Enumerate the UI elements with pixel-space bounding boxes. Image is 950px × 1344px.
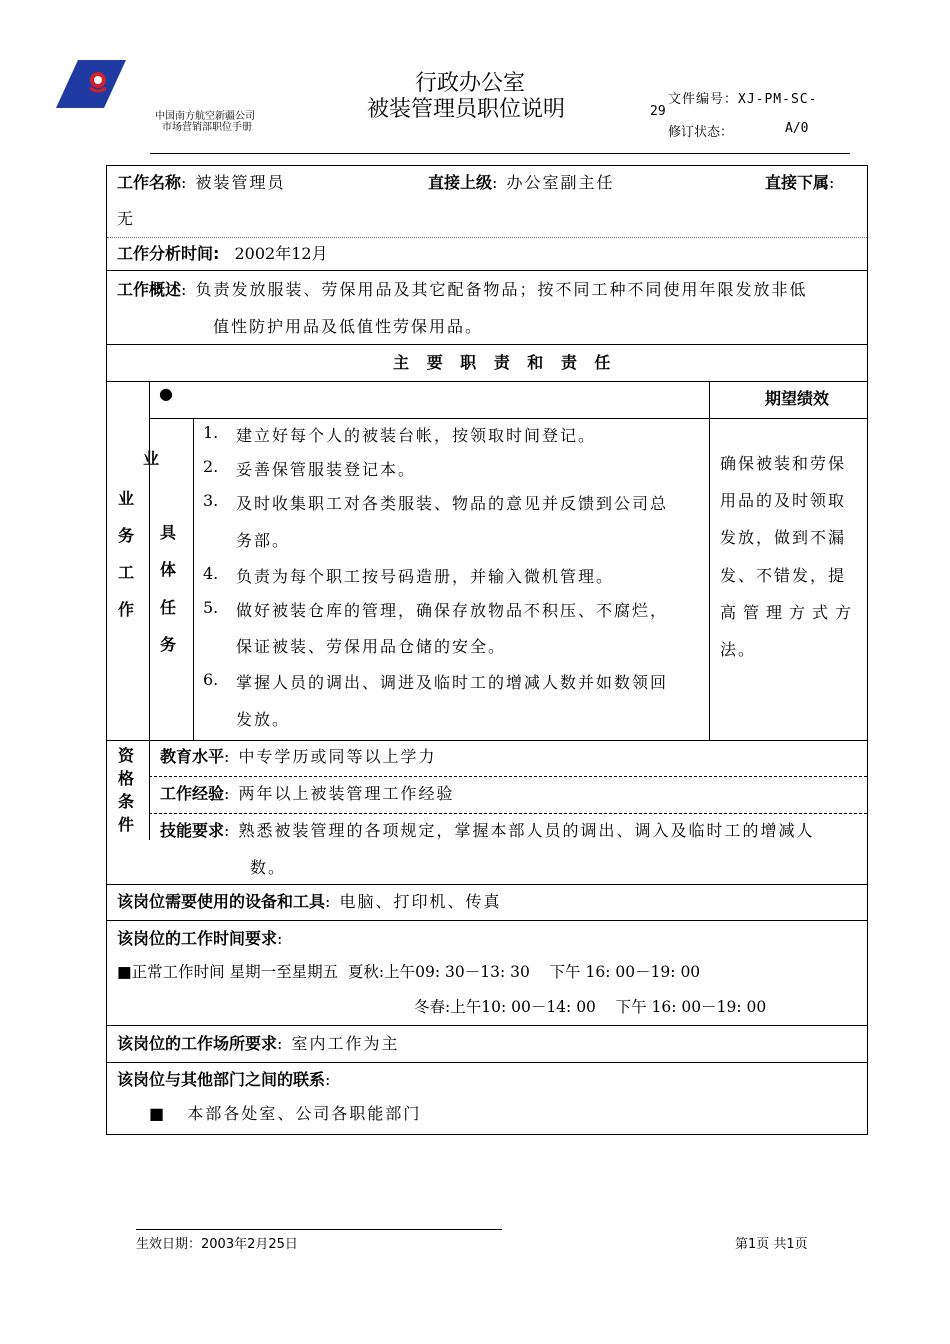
company-name: 中国南方航空新疆公司 <box>155 111 255 122</box>
row-divider <box>107 740 867 741</box>
overview-line1: : 负责发放服装、劳保用品及其它配备物品；按不同工种不同使用年限发放非低 <box>181 280 808 299</box>
analysis-time-value: 2002年12月 <box>234 244 328 263</box>
overview-row <box>117 277 808 300</box>
analysis-time-row <box>117 241 328 264</box>
expected-text: 高管理方式方 <box>720 603 859 622</box>
task-label-4: 务 <box>160 635 177 654</box>
education-row <box>160 744 437 767</box>
workplace-row <box>117 1031 400 1054</box>
column-divider <box>193 418 194 740</box>
subordinate-row <box>765 170 834 193</box>
expected-text: 发放，做到不漏 <box>720 528 847 547</box>
business-label-2: 务 <box>118 526 135 545</box>
superior-label: 直接上级 <box>428 173 493 192</box>
task-text: 妥善保管服装登记本。 <box>236 460 417 479</box>
task-label-3: 任 <box>160 598 177 617</box>
manual-name: 市场营销部职位手册 <box>162 122 252 133</box>
expected-text: 发、不错发，提 <box>720 566 847 585</box>
task-text: 建立好每个人的被装台帐，按领取时间登记。 <box>236 426 597 445</box>
business-label-1: 业 <box>118 489 135 508</box>
subordinate-label: 直接下属 <box>765 173 830 192</box>
work-time-colon: : <box>277 929 283 948</box>
document-number-tail: 29 <box>650 104 666 119</box>
page-number: 第1页 共1页 <box>735 1237 808 1252</box>
task-number: 6. <box>203 670 219 689</box>
row-divider <box>149 418 867 419</box>
department-title: 行政办公室 <box>415 71 526 96</box>
row-divider <box>107 1025 867 1026</box>
relations-colon: : <box>325 1070 331 1089</box>
experience-row <box>160 781 455 804</box>
skill-label: 技能要求 <box>160 821 225 840</box>
expected-text: 确保被装和劳保 <box>720 454 847 473</box>
expected-performance-header: 期望绩效 <box>765 389 830 408</box>
row-divider <box>149 776 867 777</box>
row-divider <box>107 381 867 382</box>
overview-label: 工作概述 <box>117 280 182 299</box>
row-divider <box>107 884 867 885</box>
duties-section-title: 主 要 职 责 和 责 任 <box>393 353 617 372</box>
expected-text: 法。 <box>720 640 757 659</box>
document-title: 被装管理员职位说明 <box>367 97 566 122</box>
task-text: 及时收集职工对各类服装、物品的意见并反馈到公司总 <box>236 494 669 513</box>
skill-row <box>160 818 815 841</box>
skill-line1: : 熟悉被装管理的各项规定，掌握本部人员的调出、调入及临时工的增减人 <box>224 821 815 840</box>
task-number: 4. <box>203 564 219 583</box>
qualification-label-1: 资 <box>118 746 135 765</box>
header-rule <box>150 153 850 154</box>
task-text: 掌握人员的调出、调进及临时工的增减人数并如数领回 <box>236 673 669 692</box>
work-time-winter: 冬春:上午10: 00－14: 00 下午 16: 00－19: 00 <box>414 998 767 1016</box>
row-divider <box>149 813 867 814</box>
qualification-label-4: 件 <box>118 815 135 834</box>
qualification-label-3: 条 <box>118 792 135 811</box>
task-text: 发放。 <box>236 710 291 729</box>
column-divider <box>709 381 710 740</box>
education-label: 教育水平 <box>160 747 225 766</box>
bullet-icon: ● <box>159 384 173 403</box>
analysis-time-label: 工作分析时间: <box>117 244 220 263</box>
row-divider <box>107 920 867 921</box>
workplace-value: : 室内工作为主 <box>277 1034 400 1053</box>
task-label-1: 具 <box>160 523 177 542</box>
row-divider <box>107 270 867 271</box>
business-label-4: 作 <box>118 600 135 619</box>
subordinate-colon: : <box>829 173 835 192</box>
task-number: 5. <box>203 598 219 617</box>
expected-text: 用品的及时领取 <box>720 491 847 510</box>
business-label-extra: 业 <box>143 449 160 468</box>
task-text: 做好被装仓库的管理，确保存放物品不积压、不腐烂， <box>236 601 669 620</box>
workplace-label: 该岗位的工作场所要求 <box>117 1034 278 1053</box>
relations-label: 该岗位与其他部门之间的联系 <box>117 1070 326 1089</box>
experience-value: : 两年以上被装管理工作经验 <box>224 784 455 803</box>
skill-line2: 数。 <box>250 858 287 877</box>
relations-item: ■ 本部各处室、公司各职能部门 <box>149 1104 422 1123</box>
footer-rule <box>136 1229 502 1230</box>
task-number: 1. <box>203 423 219 442</box>
row-divider <box>107 1062 867 1063</box>
relations-row <box>117 1067 330 1090</box>
task-number: 3. <box>203 491 219 510</box>
business-label-3: 工 <box>118 563 135 582</box>
subordinate-value: 无 <box>117 209 134 228</box>
revision-value: A/0 <box>785 121 809 136</box>
job-name-value: : 被装管理员 <box>181 173 286 192</box>
job-name-label: 工作名称 <box>117 173 182 192</box>
task-text: 保证被装、劳保用品仓储的安全。 <box>236 637 507 656</box>
row-divider <box>107 237 867 238</box>
education-value: : 中专学历或同等以上学力 <box>224 747 437 766</box>
row-divider <box>107 344 867 345</box>
superior-row <box>428 170 615 193</box>
work-time-label: 该岗位的工作时间要求 <box>117 929 278 948</box>
work-time-summer: ■正常工作时间 星期一至星期五 夏秋:上午09: 30－13: 30 下午 16: 00－19: 00 <box>117 963 701 981</box>
experience-label: 工作经验 <box>160 784 225 803</box>
revision-label: 修订状态： <box>668 125 734 140</box>
company-logo <box>56 60 126 110</box>
superior-value: : 办公室副主任 <box>492 173 615 192</box>
equipment-label: 该岗位需要使用的设备和工具 <box>117 892 326 911</box>
equipment-row <box>117 889 502 912</box>
task-text: 负责为每个职工按号码造册，并输入微机管理。 <box>236 567 615 586</box>
effective-date: 生效日期：2003年2月25日 <box>136 1237 298 1252</box>
task-label-2: 体 <box>160 560 177 579</box>
work-time-row <box>117 926 282 949</box>
job-name-row <box>117 170 286 193</box>
document-number: 文件编号：XJ-PM-SC- <box>668 92 818 107</box>
task-text: 务部。 <box>236 531 291 550</box>
task-number: 2. <box>203 457 219 476</box>
qualification-label-2: 格 <box>118 769 135 788</box>
equipment-value: : 电脑、打印机、传真 <box>325 892 502 911</box>
overview-line2: 值性防护用品及低值性劳保用品。 <box>213 317 484 336</box>
